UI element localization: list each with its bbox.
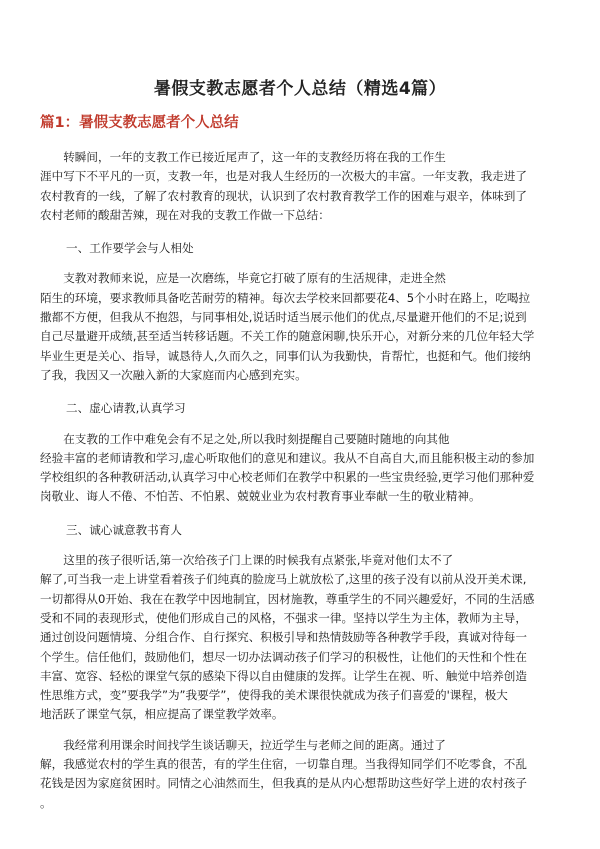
closing-paragraph: 我经常利用课余时间找学生谈话聊天，拉近学生与老师之间的距离。通过了 解，我感觉农村的学生真的很苦，有的学生住宿，一切靠自理。当我得知同学们不吃零食，不乱 花钱是因为家庭贫困时。同情之心油然而生，但我真的是从内心想帮助这些好学上进的农村孩子 。	[40, 737, 527, 810]
intro-paragraph: 转瞬间，一年的支教工作已接近尾声了，这一年的支教经历将在我的工作生 涯中写下不平凡的一页，支教一年，也是对我人生经历的一次极大的丰富。一年支教，我走进了 农村教育的一线，了解了农村教育的现状，认识到了农村教育教学工作的困难与艰辛，体味到了 农村老师的酸甜苦辣，现在对我的支教工作做一下总结：	[40, 150, 527, 222]
section-paragraph-1: 支教对教师来说，应是一次磨练，毕竟它打破了原有的生活规律，走进全然 陌生的环境，要求教师具备吃苦耐劳的精神。每次去学校来回都要花4、5个小时在路上，吃喝拉 撒都不方便，但我从不抱怨，与同事相处,说话时适当展示他们的优点,尽量避开他们的不足;说到 自己尽量避开成绩,甚至适当转移话题。不关工作的随意闲聊,快乐开心，对新分来的几位年轻大学 毕业生更是关心、指导，诚恳待人,久而久之，同事们认为我勤快，肯帮忙，也挺和气。他们接纳 了我，我因又一次融入新的大家庭而内心感到充实。	[40, 271, 535, 382]
document-body	[40, 148, 560, 813]
document-title: 暑假支教志愿者个人总结（精选4篇）	[153, 79, 447, 99]
section-heading-1: 一、工作要学会与人相处	[66, 241, 194, 256]
section-paragraph-3: 这里的孩子很听话,第一次给孩子门上课的时候我有点紧张,毕竟对他们太不了 解了,可当我一走上讲堂看着孩子们纯真的脸庞马上就放松了,这里的孩子没有以前从没开美术课, 一切都得从0开始、我在在教学中因地制宜，因材施教，尊重学生的不同兴趣爱好，不同的生活感 受和不同的表现形式，使他们形成自己的风格，不强求一律。坚持以学生为主体，教师为主导， 通过创设问题情境、分组合作、自行探究、积极引导和热情鼓励等各种教学手段，真诚对待每一 个学生。信任他们，鼓励他们，想尽一切办法调动孩子们学习的积极性，让他们的天性和个性在 丰富、宽容、轻松的课堂气氛的感染下得以自由健康的发挥。让学生在视、听、触觉中培养创造 性思维方式，变”要我学”为”我要学”，使得我的美术课很快就成为孩子们喜爱的'课程，极大 地活跃了课堂气氛，相应提高了课堂教学效率。	[40, 553, 535, 722]
section-paragraph-2: 在支教的工作中难免会有不足之处,所以我时刻提醒自己要随时随地的向其他 经验丰富的老师请教和学习,虚心听取他们的意见和建议。我从不自高自大,而且能积极主动的参加 学校组织的各种教研活动,认真学习中心校老师们在教学中积累的一些宝贵经验,更学习他们那种爱 岗敬业、诲人不倦、不怕苦、不怕累、兢兢业业为农村教育事业奉献一生的敬业精神。	[40, 431, 535, 504]
section-heading-3: 三、诚心诚意教书育人	[66, 522, 182, 537]
chapter-title: 篇1：暑假支教志愿者个人总结	[40, 115, 239, 131]
section-heading-2: 二、虚心请教,认真学习	[66, 401, 186, 416]
